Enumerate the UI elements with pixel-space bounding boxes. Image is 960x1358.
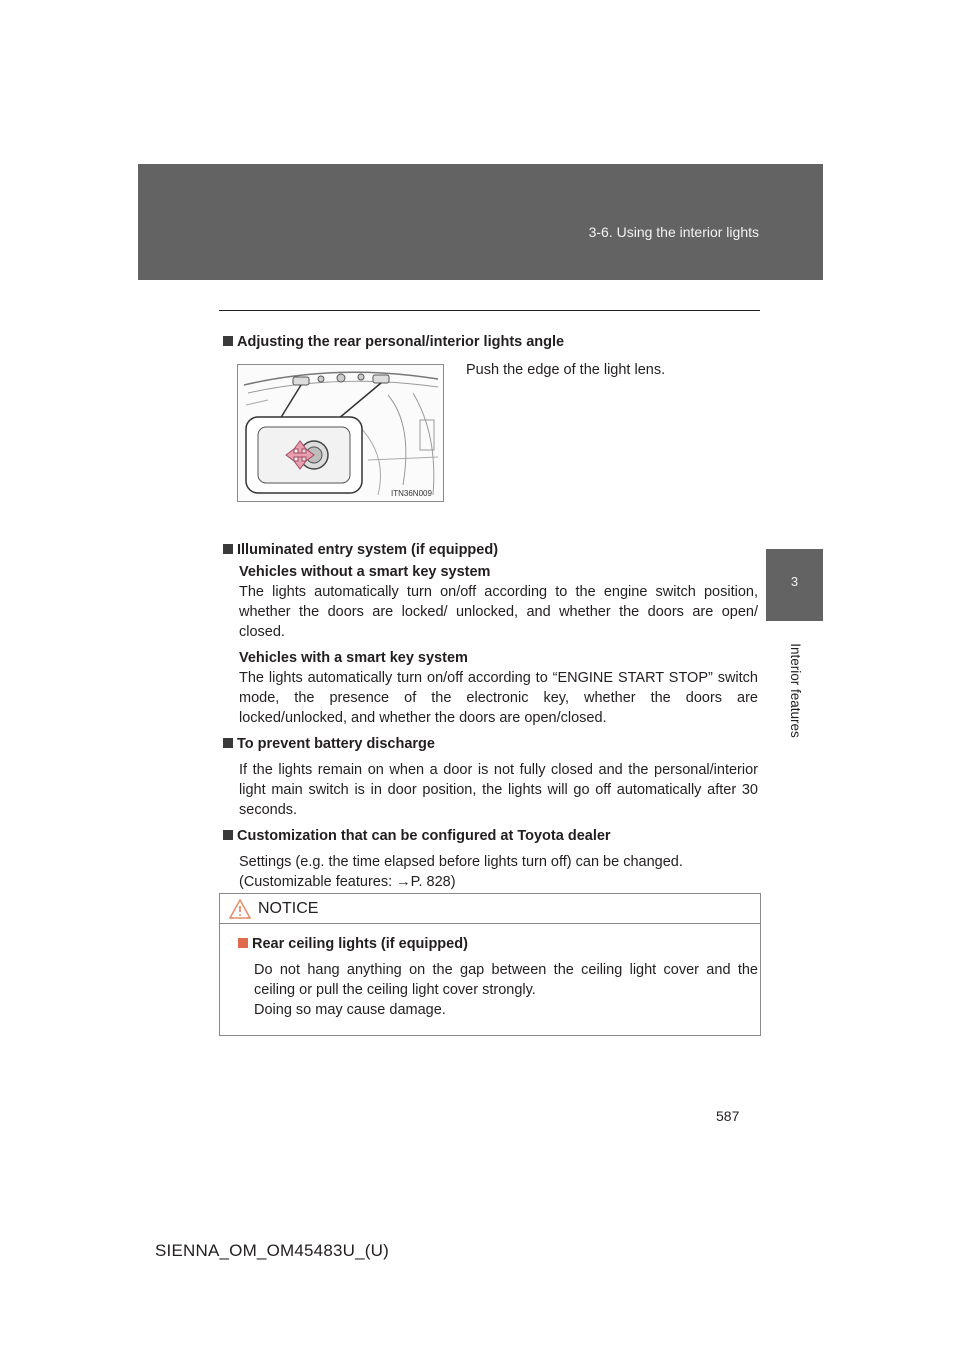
illustration-svg [238, 365, 443, 501]
header-band [138, 164, 823, 280]
notice-body [238, 934, 758, 1020]
subheading: Vehicles with a smart key system [239, 650, 468, 666]
square-bullet-icon [223, 336, 233, 346]
figure-code: ITN36N009 [391, 489, 432, 498]
square-bullet-icon [223, 830, 233, 840]
section-heading: Illuminated entry system (if equipped) [223, 540, 758, 560]
paragraph [239, 562, 758, 728]
chapter-number: 3 [790, 574, 799, 589]
page-number: 587 [716, 1108, 740, 1124]
section-title: 3-6. Using the interior lights [588, 224, 759, 240]
figure-caption: Push the edge of the light lens. [466, 362, 666, 378]
rear-light-illustration [237, 364, 444, 502]
document-id: SIENNA_OM_OM45483U_(U) [155, 1241, 389, 1260]
notice-text: Do not hang anything on the gap between the ceiling light cover and the ceiling or pull the ceiling light cover strongly. [254, 962, 758, 998]
figure-row [223, 360, 758, 540]
square-bullet-icon [223, 738, 233, 748]
chapter-label [760, 640, 830, 740]
notice-item-heading: Rear ceiling lights (if equipped) [238, 934, 758, 954]
body-text: If the lights remain on when a door is not fully closed and the personal/interior light main switch is in door position, the lights will go off automatically after 30 seconds. [239, 762, 758, 818]
chapter-label-text: Interior features [787, 642, 803, 738]
section-heading: Adjusting the rear personal/interior lights angle [223, 332, 758, 352]
notice-text: Doing so may cause damage. [254, 1002, 446, 1018]
body-text: Settings (e.g. the time elapsed before lights turn off) can be changed. [239, 854, 683, 870]
warning-triangle-icon [228, 898, 252, 920]
notice-header [220, 894, 760, 924]
section-heading: To prevent battery discharge [223, 734, 758, 754]
top-rule [219, 310, 760, 311]
chapter-tab [766, 549, 823, 621]
subheading: Vehicles without a smart key system [239, 564, 491, 580]
square-bullet-icon [223, 544, 233, 554]
cross-reference: (Customizable features: →P. 828) [239, 874, 456, 890]
notice-title: NOTICE [258, 900, 319, 917]
section-heading: Customization that can be configured at Toyota dealer [223, 826, 758, 846]
notice-box [219, 893, 761, 1036]
body-text: The lights automatically turn on/off according to “ENGINE START STOP” switch mode, the presence of the electronic key, whether the doors are locked/unlocked, and whether the doors are open/closed. [239, 670, 758, 726]
square-bullet-icon [238, 938, 248, 948]
body-text: The lights automatically turn on/off according to the engine switch position, whether the doors are locked/ unlocked, and whether the doors are open/ closed. [239, 584, 758, 640]
content [223, 332, 758, 892]
